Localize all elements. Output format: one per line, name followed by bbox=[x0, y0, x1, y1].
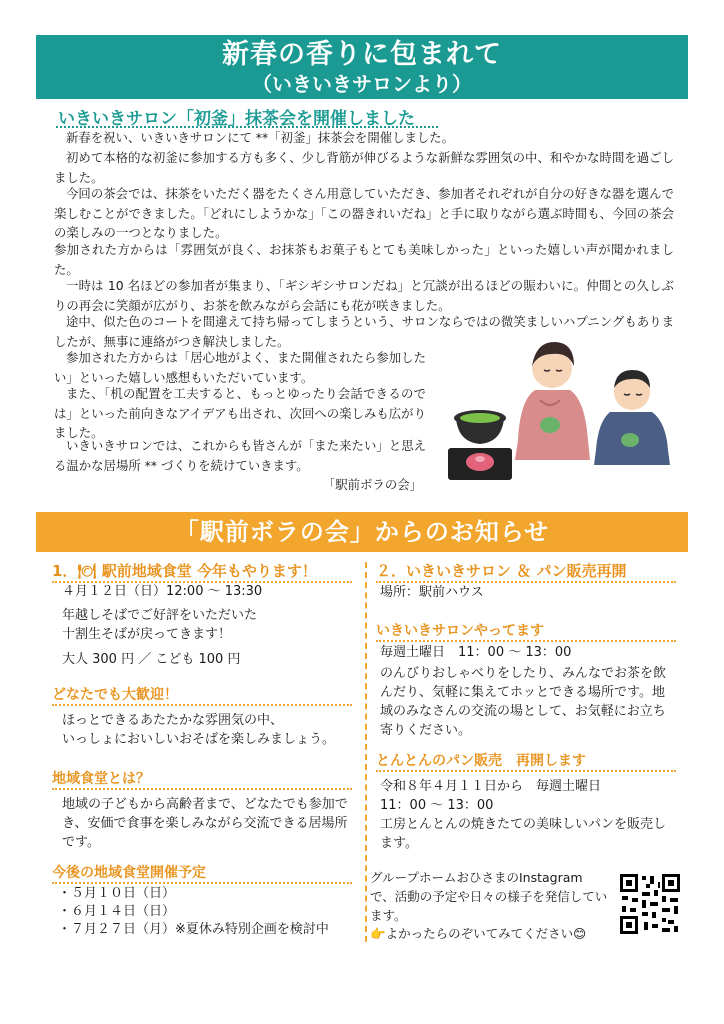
schedule-item: ・７月２７日（月）※夏休み特別企画を検討中 bbox=[58, 922, 329, 937]
welcome-heading: どなたでも大歓迎！ bbox=[52, 687, 178, 703]
article-paragraph-8: また、「机の配置を工夫すると、もっとゆったり会話できるのでは」といった前向きなアイデアも出され、次回への楽しみも広がりました。 bbox=[54, 386, 426, 441]
welcome-line-1: ほっとできるあたたかな雰囲気の中、 bbox=[62, 713, 284, 728]
article-paragraph-5: 一時は 10 名ほどの参加者が集まり、「ギシギシサロンだね」と冗談が出るほどの賑わいに。仲間との久しぶりの再会に笑顔が広がり、お茶を飲みながら会話にも花が咲きました。 bbox=[54, 278, 674, 313]
schedule-item: ・５月１０日（日） bbox=[58, 886, 176, 901]
instagram-cta: 👉よかったらのぞいてみてください😊 bbox=[370, 926, 587, 941]
about-underline bbox=[52, 788, 352, 790]
schedule-item: ・６月１４日（日） bbox=[58, 904, 176, 919]
bread-time: 11：00 ～ 13：00 bbox=[380, 798, 494, 813]
salon-text: のんびりおしゃべりをしたり、みんなでお茶を飲んだり、気軽に集えてホッとできる場所です。地域のみなさんの交流の場として、お気軽にお立ち寄りください。 bbox=[380, 666, 667, 738]
welcome-line-2: いっしょにおいしいおそばを楽しみましょう。 bbox=[62, 732, 336, 747]
qr-code-icon[interactable] bbox=[618, 872, 682, 936]
page-title: 新春の香りに包まれて bbox=[222, 39, 502, 70]
salon-place: 場所：駅前ハウス bbox=[380, 585, 484, 600]
tea-set bbox=[448, 410, 512, 480]
canteen-line-2: 十割生そばが戻ってきます！ bbox=[62, 627, 232, 642]
article-paragraph-3: 今回の茶会では、抹茶をいただく器をたくさん用意していただき、参加者それぞれが自分の好きな器を選んで楽しむことができました。「どれにしようかな」「この器きれいだね」と手に取りながら選ぶ時間も、今回の茶会の楽しみの一つとなりました。 bbox=[54, 186, 674, 241]
article-paragraph-9: いきいきサロンでは、これからも皆さんが「また来たい」と思える温かな居場所 ** づくりを続けていきます。 bbox=[54, 438, 426, 473]
instagram-text: グループホームおひさまのInstagram で、活動の予定や日々の様子を発信しています。 bbox=[370, 870, 608, 923]
tea-ceremony-illustration bbox=[440, 330, 690, 490]
header-banner bbox=[36, 35, 688, 99]
salon-bread-heading: ２．いきいきサロン ＆ パン販売再開 bbox=[376, 562, 627, 580]
schedule-heading: 今後の地域食堂開催予定 bbox=[52, 865, 206, 881]
article-paragraph-4: 参加された方からは「雰囲気が良く、お抹茶もお菓子もとても美味しかった」といった嬉しい声が聞かれました。 bbox=[54, 242, 674, 277]
canteen-datetime: ４月１２日（日）12:00 ～ 13:30 bbox=[62, 584, 263, 599]
bread-heading: とんとんのパン販売 再開します bbox=[376, 753, 586, 769]
about-text: 地域の子どもから高齢者まで、どなたでも参加でき、安価で食事を楽しみながら交流できる居場所です。 bbox=[62, 797, 348, 850]
canteen-heading: 1．🍽 駅前地域食堂 今年もやります！ bbox=[52, 562, 317, 580]
about-heading: 地域食堂とは？ bbox=[52, 771, 150, 787]
article-paragraph-2: 初めて本格的な初釜に参加する方も多く、少し背筋が伸びるような新鮮な雰囲気の中、和やかな時間を過ごしました。 bbox=[54, 150, 674, 185]
salon-underline bbox=[376, 640, 676, 642]
woman-figure bbox=[515, 342, 590, 460]
welcome-underline bbox=[52, 704, 352, 706]
canteen-price: 大人 300 円 ／ こども 100 円 bbox=[62, 652, 241, 667]
article-paragraph-1: 新春を祝い、いきいきサロンにて **「初釜」抹茶会を開催しました。 bbox=[66, 130, 455, 145]
article-paragraph-7: 参加された方からは「居心地がよく、また開催されたら参加したい」といった嬉しい感想もいただいています。 bbox=[54, 350, 426, 385]
bread-date: 令和８年４月１１日から 毎週土曜日 bbox=[380, 779, 602, 794]
article-signature: 「駅前ボラの会」 bbox=[322, 477, 422, 492]
salon-heading: いきいきサロンやってます bbox=[376, 623, 544, 639]
article-paragraph-6: 途中、似た色のコートを間違えて持ち帰ってしまうという、サロンならではの微笑ましいハプニングもありましたが、無事に連絡がつき解決しました。 bbox=[54, 314, 674, 349]
man-figure bbox=[594, 370, 670, 465]
page-subtitle: （いきいきサロンより） bbox=[252, 72, 472, 96]
notice-banner: 「駅前ボラの会」からのお知らせ bbox=[36, 512, 688, 552]
bread-underline bbox=[376, 770, 676, 772]
column-divider bbox=[365, 562, 367, 942]
salon-time: 毎週土曜日 11：00 ～ 13：00 bbox=[380, 645, 572, 660]
bread-text: 工房とんとんの焼きたての美味しいパンを販売します。 bbox=[380, 817, 667, 851]
canteen-line-1: 年越しそばでご好評をいただいた bbox=[62, 608, 258, 623]
article-heading: いきいきサロン「初釜」抹茶会を開催しました bbox=[58, 109, 415, 129]
